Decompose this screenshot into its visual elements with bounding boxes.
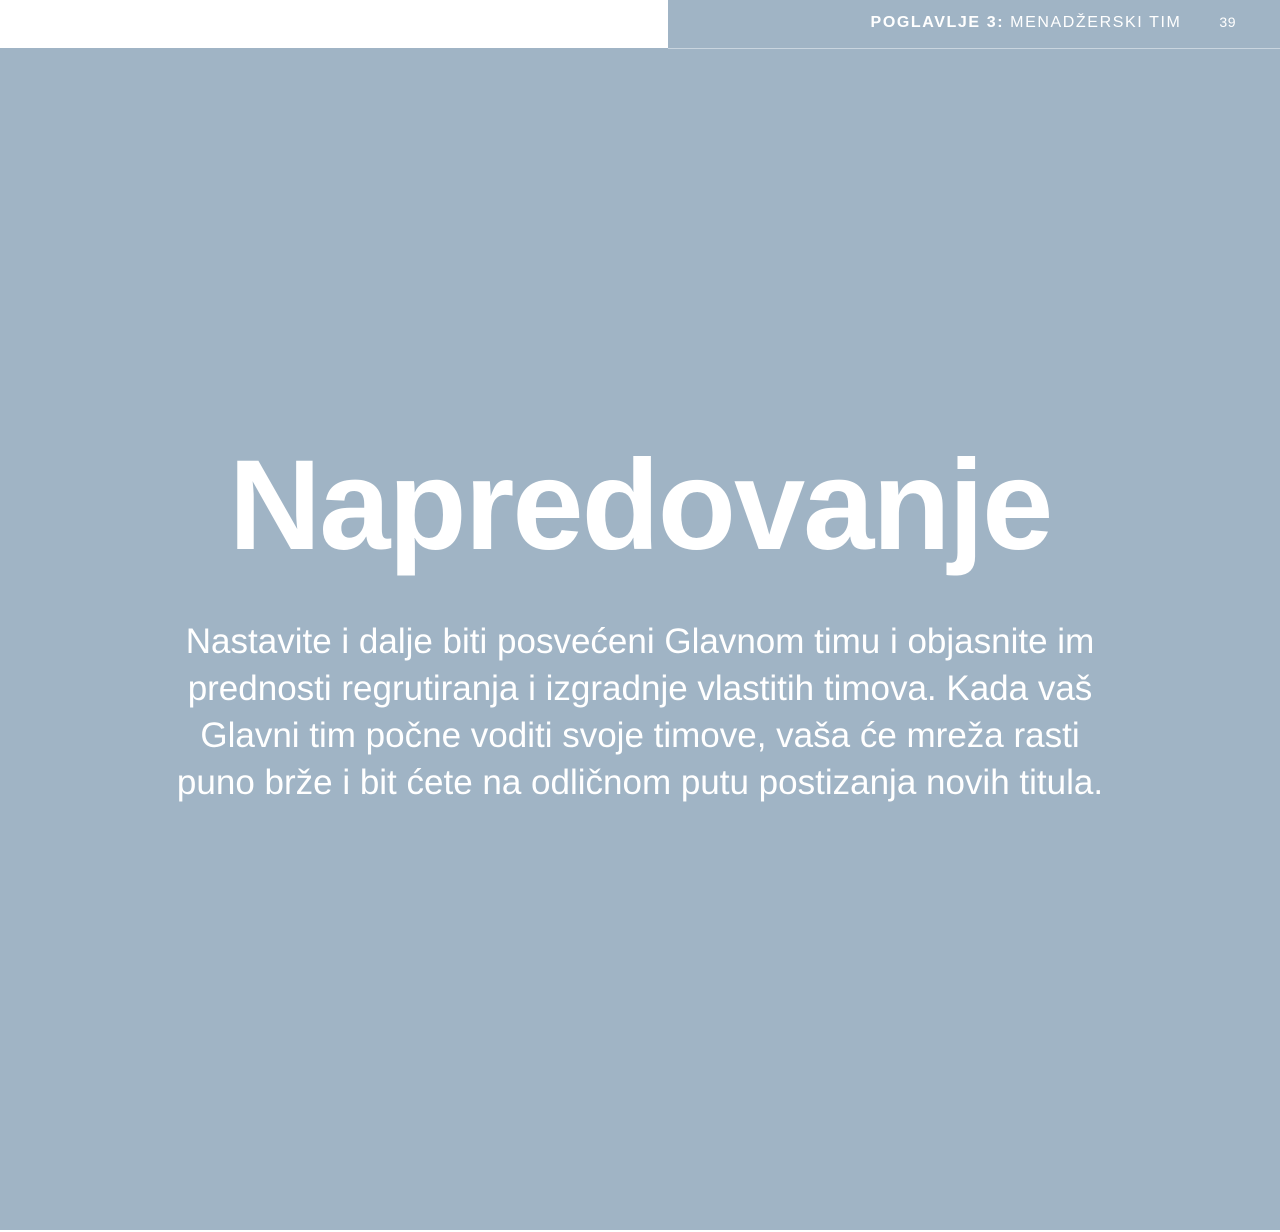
page-header [871,14,1236,32]
body-paragraph: Nastavite i dalje biti posvećeni Glavnom timu i objasnite im prednosti regrutiranja i izgradnje vlastitih timova. Kada vaš Glavni tim počne voditi svoje timove, vaša će mreža rasti puno brže i bit ćete na odličnom putu postizanja novih titula. [176,622,1104,802]
chapter-title: MENADŽERSKI TIM [1010,14,1182,31]
page-number: 39 [1219,14,1236,30]
header-divider [668,48,1280,49]
page-title: Napredovanje [228,434,1052,577]
chapter-label: POGLAVLJE 3: [870,14,1005,31]
header-white-block [0,0,668,48]
